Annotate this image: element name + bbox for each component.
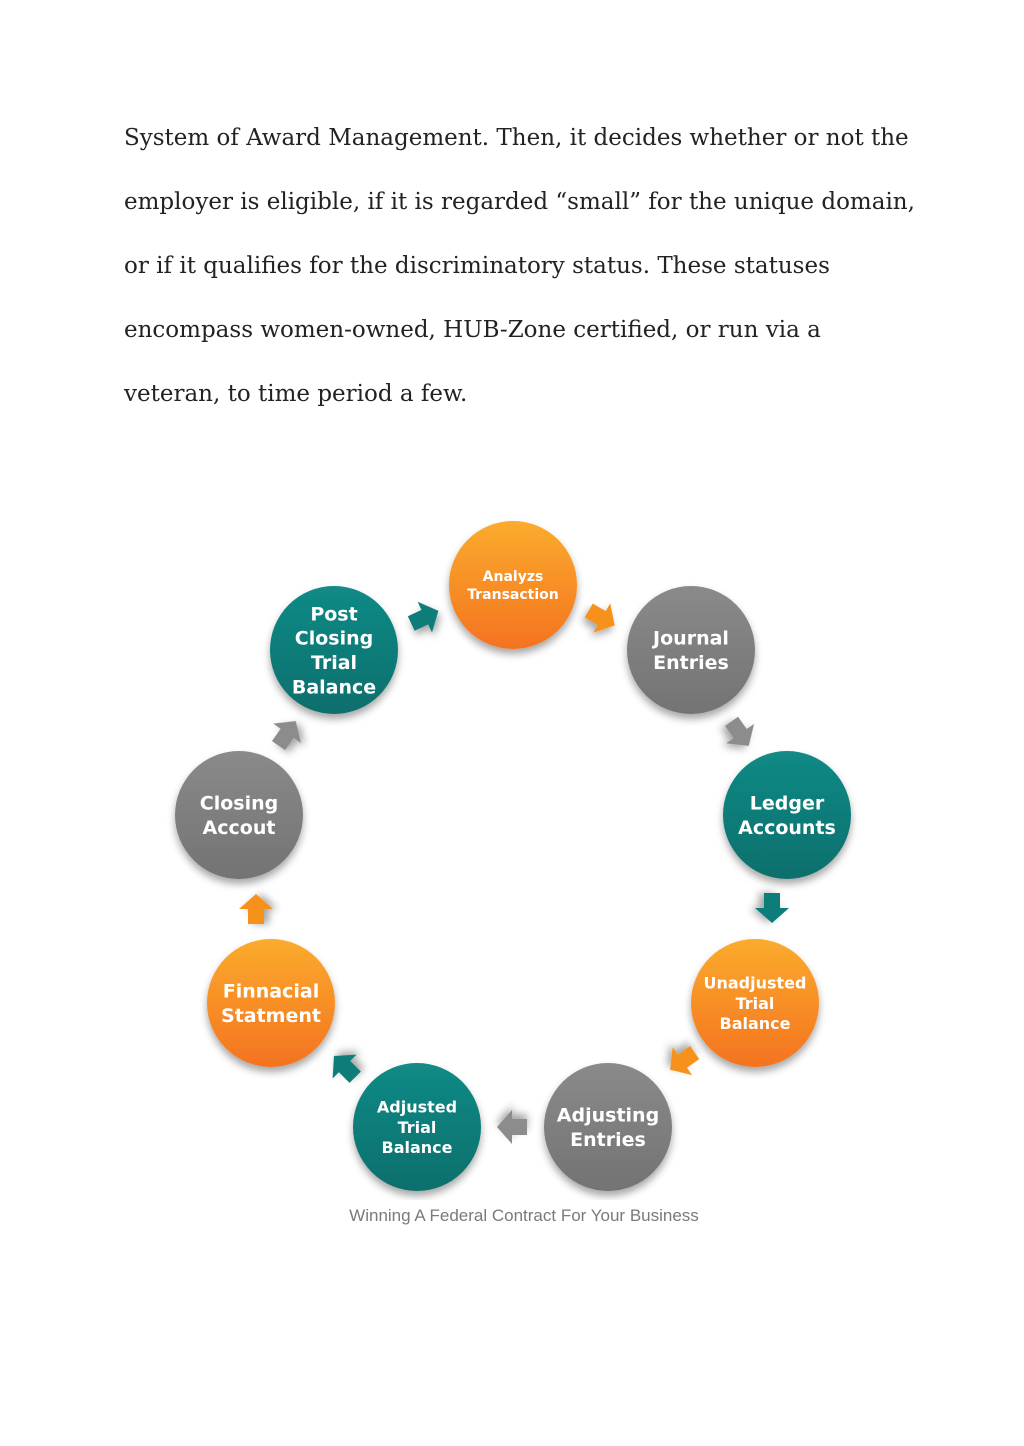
node-label: Transaction bbox=[467, 587, 559, 603]
node-label: Accout bbox=[202, 817, 276, 839]
cycle-node bbox=[723, 751, 851, 879]
cycle-node bbox=[207, 939, 335, 1067]
node-label: Finnacial bbox=[222, 980, 320, 1003]
node-label: Post bbox=[310, 603, 358, 626]
cycle-node bbox=[353, 1063, 481, 1191]
flow-arrow-gray bbox=[718, 712, 763, 756]
flow-arrow-orange bbox=[580, 596, 623, 640]
node-label: Entries bbox=[570, 1129, 646, 1151]
node-label: Entries bbox=[653, 652, 729, 674]
node-circle bbox=[627, 586, 755, 714]
figure-caption: Winning A Federal Contract For Your Business bbox=[349, 1206, 699, 1225]
flow-arrow-gray bbox=[265, 711, 310, 755]
paragraph-line: encompass women-owned, HUB-Zone certified, or run via a bbox=[124, 317, 821, 343]
node-label: Adjusting bbox=[556, 1104, 660, 1127]
nodes-layer bbox=[175, 521, 851, 1191]
cycle-node bbox=[544, 1063, 672, 1191]
node-label: Closing bbox=[199, 792, 279, 815]
node-label: Journal bbox=[653, 627, 729, 650]
cycle-node bbox=[691, 939, 819, 1067]
node-label: Trial bbox=[310, 652, 358, 674]
flow-arrow-teal bbox=[322, 1044, 367, 1089]
node-label: Closing bbox=[294, 627, 374, 650]
node-circle bbox=[544, 1063, 672, 1191]
flow-arrow-orange bbox=[660, 1039, 704, 1084]
cycle-node bbox=[627, 586, 755, 714]
node-label: Accounts bbox=[738, 817, 836, 839]
cycle-node bbox=[449, 521, 577, 649]
node-label: Balance bbox=[291, 676, 377, 699]
flow-arrow-orange bbox=[239, 894, 273, 924]
body-paragraph bbox=[124, 106, 924, 426]
cycle-node bbox=[270, 586, 398, 714]
node-label: Ledger bbox=[749, 792, 825, 815]
node-label: Trial bbox=[397, 1117, 437, 1137]
paragraph-line: or if it qualifies for the discriminatory status. These statuses bbox=[124, 253, 830, 279]
node-circle bbox=[723, 751, 851, 879]
node-label: Balance bbox=[719, 1014, 791, 1034]
flow-arrow-teal bbox=[755, 893, 789, 923]
node-label: Statment bbox=[221, 1005, 321, 1027]
node-circle bbox=[207, 939, 335, 1067]
node-label: Trial bbox=[735, 993, 775, 1013]
node-circle bbox=[175, 751, 303, 879]
accounting-cycle-diagram bbox=[0, 500, 1024, 1200]
flow-arrow-teal bbox=[404, 595, 446, 638]
paragraph-line: System of Award Management. Then, it decides whether or not the bbox=[124, 125, 909, 151]
node-label: Analyzs bbox=[482, 569, 544, 586]
cycle-node bbox=[175, 751, 303, 879]
node-label: Adjusted bbox=[376, 1097, 458, 1117]
paragraph-line: employer is eligible, if it is regarded “small” for the unique domain, bbox=[124, 189, 915, 215]
node-label: Balance bbox=[381, 1138, 453, 1158]
flow-arrow-gray bbox=[497, 1110, 527, 1144]
paragraph-line: veteran, to time period a few. bbox=[124, 381, 468, 407]
node-label: Unadjusted bbox=[703, 973, 807, 993]
